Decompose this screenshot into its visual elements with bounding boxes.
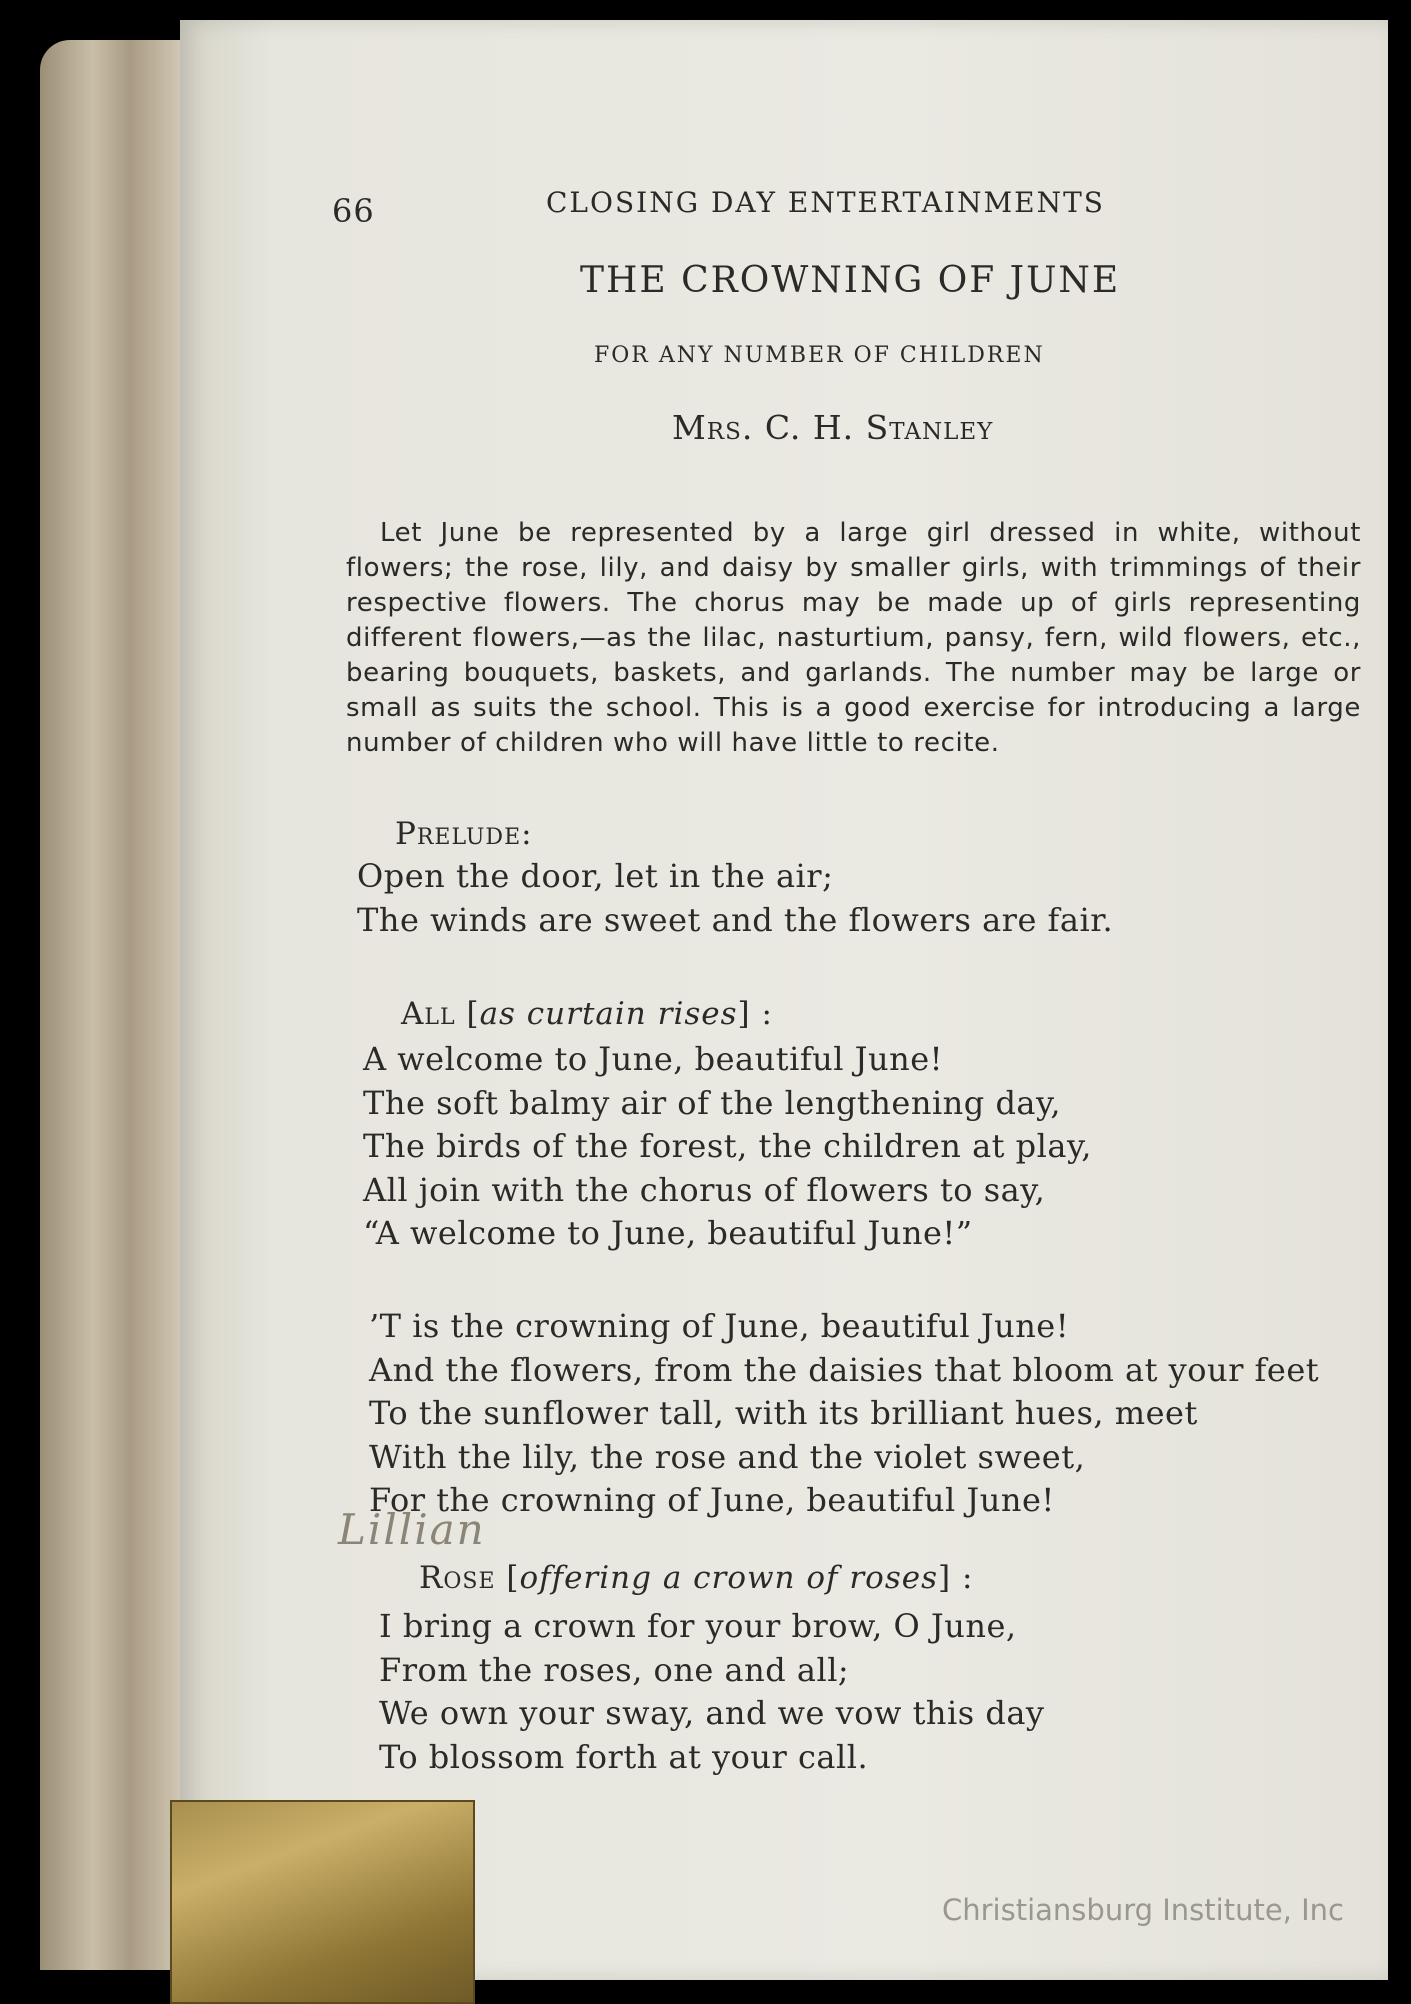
verse-line: From the roses, one and all; — [379, 1650, 850, 1689]
verse-line: I bring a crown for your brow, O June, — [379, 1607, 1017, 1645]
prelude-verse — [357, 855, 1113, 942]
author: Mrs. C. H. Stanley — [672, 408, 994, 447]
verse-line: The birds of the forest, the children at play, — [363, 1127, 1092, 1165]
speaker-name: All — [401, 996, 456, 1032]
verse-line: Open the door, let in the air; — [357, 857, 834, 895]
intro-text: Let June be represented by a large girl dressed in white, without flowers; the rose, lily, and daisy by smaller girls, with trimmings of their respective flowers. The chorus may be made up of girls representing different flowers,—as the lilac, nasturtium, pansy, fern, wild flowers, etc., bearing bouquets, baskets, and garlands. The number may be large or small as suits the school. This is a good exercise for introducing a large number of children who will have little to recite. — [346, 518, 1361, 758]
verse-line: To the sunflower tall, with its brilliant hues, meet — [369, 1394, 1198, 1432]
prelude-label: Prelude: — [395, 816, 533, 852]
verse-line: With the lily, the rose and the violet sweet, — [369, 1437, 1086, 1476]
rose-verse — [379, 1605, 1045, 1779]
watermark: Christiansburg Institute, Inc — [942, 1893, 1344, 1927]
stage-direction: as curtain rises — [479, 996, 738, 1032]
speaker-rose: Rose [offering a crown of roses] : — [419, 1560, 974, 1596]
page-number: 66 — [332, 192, 375, 230]
verse-line: And the flowers, from the daisies that bloom at your feet — [369, 1350, 1320, 1389]
page-title: THE CROWNING OF JUNE — [580, 260, 1121, 301]
all-verse-stanza-2 — [369, 1305, 1319, 1523]
intro-paragraph — [346, 516, 1361, 761]
verse-line: We own your sway, and we vow this day — [379, 1694, 1045, 1732]
subtitle: FOR ANY NUMBER OF CHILDREN — [594, 343, 1045, 368]
verse-line: For the crowning of June, beautiful June! — [369, 1481, 1055, 1519]
verse-line: The soft balmy air of the lengthening day, — [363, 1083, 1061, 1122]
verse-line: A welcome to June, beautiful June! — [363, 1040, 944, 1078]
all-verse-stanza-1 — [363, 1038, 1092, 1256]
book-page — [180, 20, 1388, 1980]
stage-direction: offering a crown of roses — [519, 1560, 938, 1596]
verse-line: To blossom forth at your call. — [379, 1737, 869, 1776]
verse-line: “A welcome to June, beautiful June!” — [363, 1214, 973, 1252]
speaker-all: All [as curtain rises] : — [401, 996, 773, 1032]
handwritten-signature: Lillian — [338, 1505, 486, 1554]
brass-page-clip — [170, 1800, 475, 2004]
page-edge-stack — [40, 40, 190, 1970]
verse-line: The winds are sweet and the flowers are fair. — [357, 900, 1114, 939]
running-head: CLOSING DAY ENTERTAINMENTS — [546, 186, 1105, 219]
verse-line: All join with the chorus of flowers to say, — [363, 1170, 1046, 1209]
speaker-name: Rose — [419, 1560, 496, 1596]
verse-line: ’T is the crowning of June, beautiful June! — [369, 1307, 1070, 1345]
